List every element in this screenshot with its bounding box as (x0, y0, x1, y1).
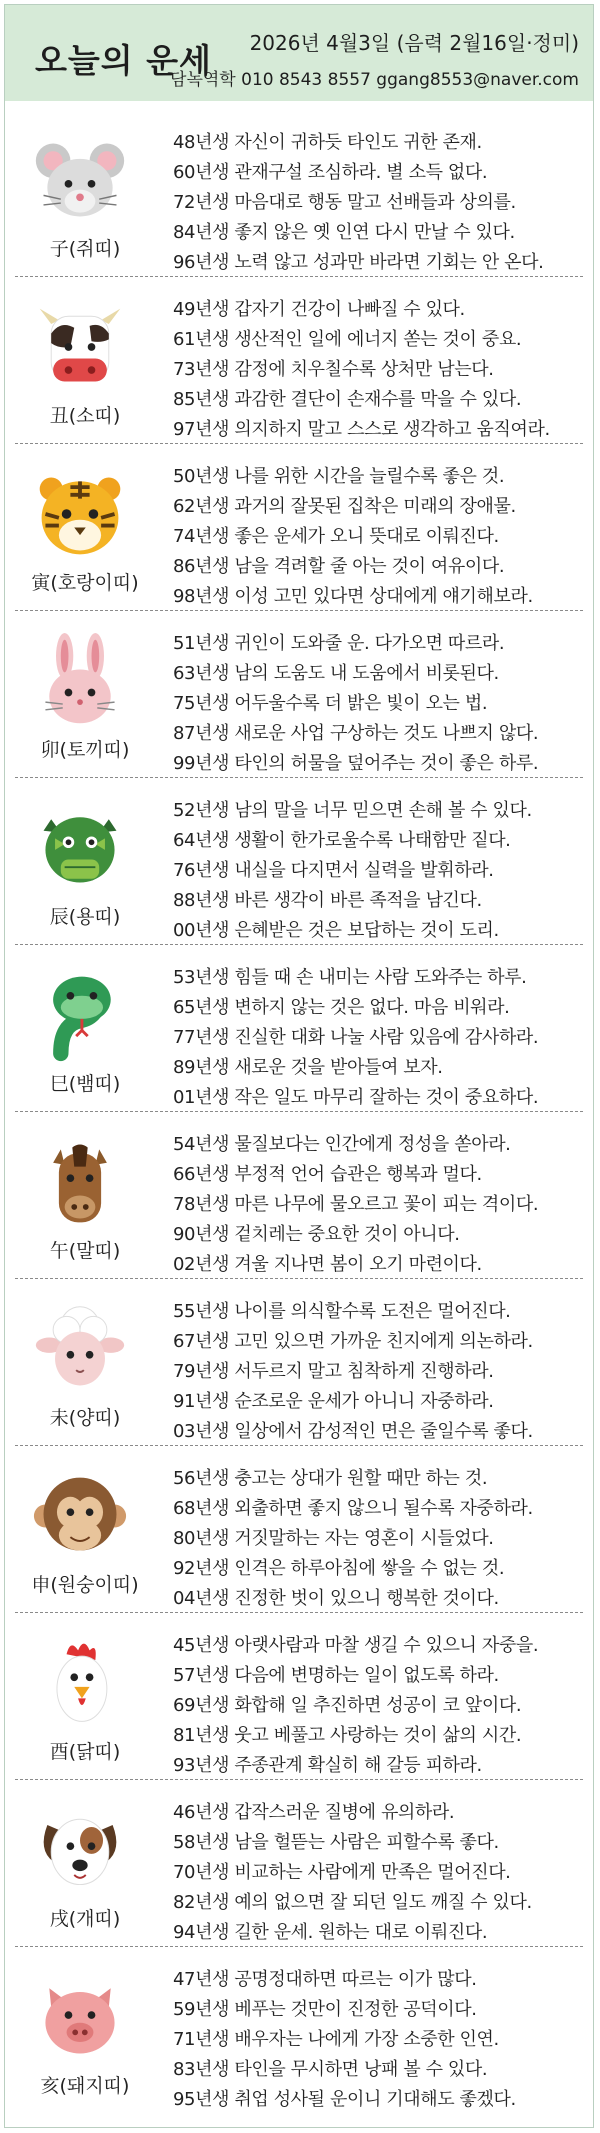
fortune-lines (173, 796, 593, 946)
zodiac-label: 丑(소띠) (49, 405, 121, 427)
fortune-line: 93년생 주종관계 확실히 해 갈등 피하라. (173, 1755, 482, 1776)
fortune-line: 83년생 타인을 무시하면 낭패 볼 수 있다. (173, 2059, 488, 2080)
fortune-line: 68년생 외출하면 좋지 않으니 될수록 자중하라. (173, 1498, 533, 1519)
fortune-line: 73년생 감정에 치우칠수록 상처만 남는다. (173, 359, 494, 380)
fortune-line: 61년생 생산적인 일에 에너지 쏟는 것이 중요. (173, 329, 522, 350)
fortune-line: 04년생 진정한 벗이 있으니 행복한 것이다. (173, 1588, 499, 1609)
fortune-lines (173, 1798, 593, 1948)
contact-line: 담녹역학 010 8543 8557 ggang8553@naver.com (170, 70, 579, 90)
tiger-icon (25, 466, 135, 576)
zodiac-row (5, 110, 593, 277)
fortune-line: 84년생 좋지 않은 옛 인연 다시 만날 수 있다. (173, 222, 515, 243)
fortune-line: 55년생 나이를 의식할수록 도전은 멀어진다. (173, 1301, 511, 1322)
zodiac-label: 卯(토끼띠) (40, 739, 130, 761)
zodiac-label: 戌(개띠) (49, 1908, 121, 1930)
fortune-lines (173, 1464, 593, 1614)
fortune-line: 98년생 이성 고민 있다면 상대에게 얘기해보라. (173, 586, 533, 607)
zodiac-row (5, 1446, 593, 1613)
fortune-line: 56년생 충고는 상대가 원할 때만 하는 것. (173, 1468, 488, 1489)
fortune-line: 46년생 갑작스러운 질병에 유의하라. (173, 1802, 455, 1823)
snake-icon (25, 967, 135, 1077)
fortune-line: 85년생 과감한 결단이 손재수를 막을 수 있다. (173, 389, 522, 410)
fortune-line: 62년생 과거의 잘못된 집착은 미래의 장애물. (173, 496, 516, 517)
fortune-line: 74년생 좋은 운세가 오니 뜻대로 이뤄진다. (173, 526, 499, 547)
fortune-line: 97년생 의지하지 말고 스스로 생각하고 움직여라. (173, 419, 550, 440)
fortune-line: 58년생 남을 헐뜯는 사람은 피할수록 좋다. (173, 1832, 499, 1853)
fortune-line: 60년생 관재구설 조심하라. 별 소득 없다. (173, 162, 488, 183)
zodiac-row (5, 277, 593, 444)
fortune-line: 48년생 자신이 귀하듯 타인도 귀한 존재. (173, 132, 482, 153)
fortune-line: 89년생 새로운 것을 받아들여 보자. (173, 1057, 443, 1078)
fortune-line: 51년생 귀인이 도와줄 운. 다가오면 따르라. (173, 633, 505, 654)
zodiac-label: 未(양띠) (49, 1407, 121, 1429)
fortune-line: 45년생 아랫사람과 마찰 생길 수 있으니 자중을. (173, 1635, 539, 1656)
fortune-line: 50년생 나를 위한 시간을 늘릴수록 좋은 것. (173, 466, 505, 487)
fortune-line: 79년생 서두르지 말고 침착하게 진행하라. (173, 1361, 494, 1382)
fortune-line: 87년생 새로운 사업 구상하는 것도 나쁘지 않다. (173, 723, 539, 744)
fortune-lines (173, 1631, 593, 1781)
fortune-line: 67년생 고민 있으면 가까운 친지에게 의논하라. (173, 1331, 533, 1352)
dog-icon (25, 1802, 135, 1912)
fortune-lines (173, 128, 593, 278)
fortune-line: 80년생 거짓말하는 자는 영혼이 시들었다. (173, 1528, 494, 1549)
fortune-line: 01년생 작은 일도 마무리 잘하는 것이 중요하다. (173, 1087, 539, 1108)
rooster-icon (25, 1635, 135, 1745)
zodiac-label: 酉(닭띠) (49, 1741, 121, 1763)
zodiac-row (5, 1279, 593, 1446)
fortune-line: 81년생 웃고 베풀고 사랑하는 것이 삶의 시간. (173, 1725, 522, 1746)
fortune-line: 69년생 화합해 일 추진하면 성공이 코 앞이다. (173, 1695, 522, 1716)
header (5, 5, 593, 101)
fortune-line: 88년생 바른 생각이 바른 족적을 남긴다. (173, 890, 482, 911)
fortune-line: 75년생 어두울수록 더 밝은 빛이 오는 법. (173, 693, 488, 714)
fortune-line: 65년생 변하지 않는 것은 없다. 마음 비워라. (173, 997, 510, 1018)
zodiac-label: 午(말띠) (49, 1240, 121, 1262)
monkey-icon (25, 1468, 135, 1578)
zodiac-label: 亥(돼지띠) (40, 2075, 130, 2097)
fortune-line: 70년생 비교하는 사람에게 만족은 멀어진다. (173, 1862, 511, 1883)
zodiac-row (5, 1947, 593, 2114)
fortune-lines (173, 1297, 593, 1447)
fortune-lines (173, 1130, 593, 1280)
fortune-line: 64년생 생활이 한가로울수록 나태함만 짙다. (173, 830, 511, 851)
fortune-line: 47년생 공명정대하면 따르는 이가 많다. (173, 1969, 477, 1990)
fortune-line: 71년생 배우자는 나에게 가장 소중한 인연. (173, 2029, 499, 2050)
zodiac-row (5, 1780, 593, 1947)
zodiac-row (5, 778, 593, 945)
fortune-lines (173, 295, 593, 445)
zodiac-row (5, 444, 593, 611)
fortune-line: 96년생 노력 않고 성과만 바라면 기회는 안 온다. (173, 252, 544, 273)
fortune-line: 90년생 겉치레는 중요한 것이 아니다. (173, 1224, 460, 1245)
fortune-line: 63년생 남의 도움도 내 도움에서 비롯된다. (173, 663, 499, 684)
fortune-line: 57년생 다음에 변명하는 일이 없도록 하라. (173, 1665, 499, 1686)
fortune-lines (173, 462, 593, 612)
zodiac-row (5, 1112, 593, 1279)
fortune-line: 02년생 겨울 지나면 봄이 오기 마련이다. (173, 1254, 482, 1275)
sheep-icon (25, 1301, 135, 1411)
zodiac-label: 申(원숭이띠) (31, 1574, 139, 1596)
fortune-line: 94년생 길한 운세. 원하는 대로 이뤄진다. (173, 1922, 488, 1943)
fortune-line: 76년생 내실을 다지면서 실력을 발휘하라. (173, 860, 494, 881)
fortune-line: 78년생 마른 나무에 물오르고 꽃이 피는 격이다. (173, 1194, 539, 1215)
zodiac-label: 寅(호랑이띠) (31, 572, 139, 594)
fortune-line: 99년생 타인의 허물을 덮어주는 것이 좋은 하루. (173, 753, 539, 774)
rat-icon (25, 132, 135, 242)
fortune-line: 03년생 일상에서 감성적인 면은 줄일수록 좋다. (173, 1421, 533, 1442)
fortune-line: 53년생 힘들 때 손 내미는 사람 도와주는 하루. (173, 967, 527, 988)
zodiac-row (5, 1613, 593, 1780)
rabbit-icon (25, 633, 135, 743)
ox-icon (25, 299, 135, 409)
fortune-line: 49년생 갑자기 건강이 나빠질 수 있다. (173, 299, 465, 320)
fortune-line: 54년생 물질보다는 인간에게 정성을 쏟아라. (173, 1134, 511, 1155)
fortune-lines (173, 963, 593, 1113)
fortune-line: 95년생 취업 성사될 운이니 기대해도 좋겠다. (173, 2089, 516, 2110)
zodiac-label: 辰(용띠) (49, 906, 121, 928)
dragon-icon (25, 800, 135, 910)
fortune-line: 72년생 마음대로 행동 말고 선배들과 상의를. (173, 192, 516, 213)
fortune-line: 52년생 남의 말을 너무 믿으면 손해 볼 수 있다. (173, 800, 532, 821)
fortune-line: 00년생 은혜받은 것은 보답하는 것이 도리. (173, 920, 499, 941)
fortune-lines (173, 629, 593, 779)
fortune-line: 77년생 진실한 대화 나눌 사람 있음에 감사하라. (173, 1027, 539, 1048)
zodiac-row (5, 611, 593, 778)
fortune-line: 66년생 부정적 언어 습관은 행복과 멀다. (173, 1164, 482, 1185)
pig-icon (25, 1969, 135, 2079)
fortune-line: 86년생 남을 격려할 줄 아는 것이 여유이다. (173, 556, 505, 577)
fortune-line: 92년생 인격은 하루아침에 쌓을 수 없는 것. (173, 1558, 505, 1579)
zodiac-row (5, 945, 593, 1112)
zodiac-label: 巳(뱀띠) (49, 1073, 121, 1095)
fortune-line: 82년생 예의 없으면 잘 되던 일도 깨질 수 있다. (173, 1892, 532, 1913)
page-title: 오늘의 운세 (35, 41, 212, 80)
fortune-line: 91년생 순조로운 운세가 아니니 자중하라. (173, 1391, 494, 1412)
fortune-lines (173, 1965, 593, 2115)
horse-icon (25, 1134, 135, 1244)
fortune-line: 59년생 베푸는 것만이 진정한 공덕이다. (173, 1999, 477, 2020)
date-line: 2026년 4월3일 (음력 2월16일·정미) (249, 31, 579, 55)
zodiac-label: 子(쥐띠) (49, 238, 121, 260)
